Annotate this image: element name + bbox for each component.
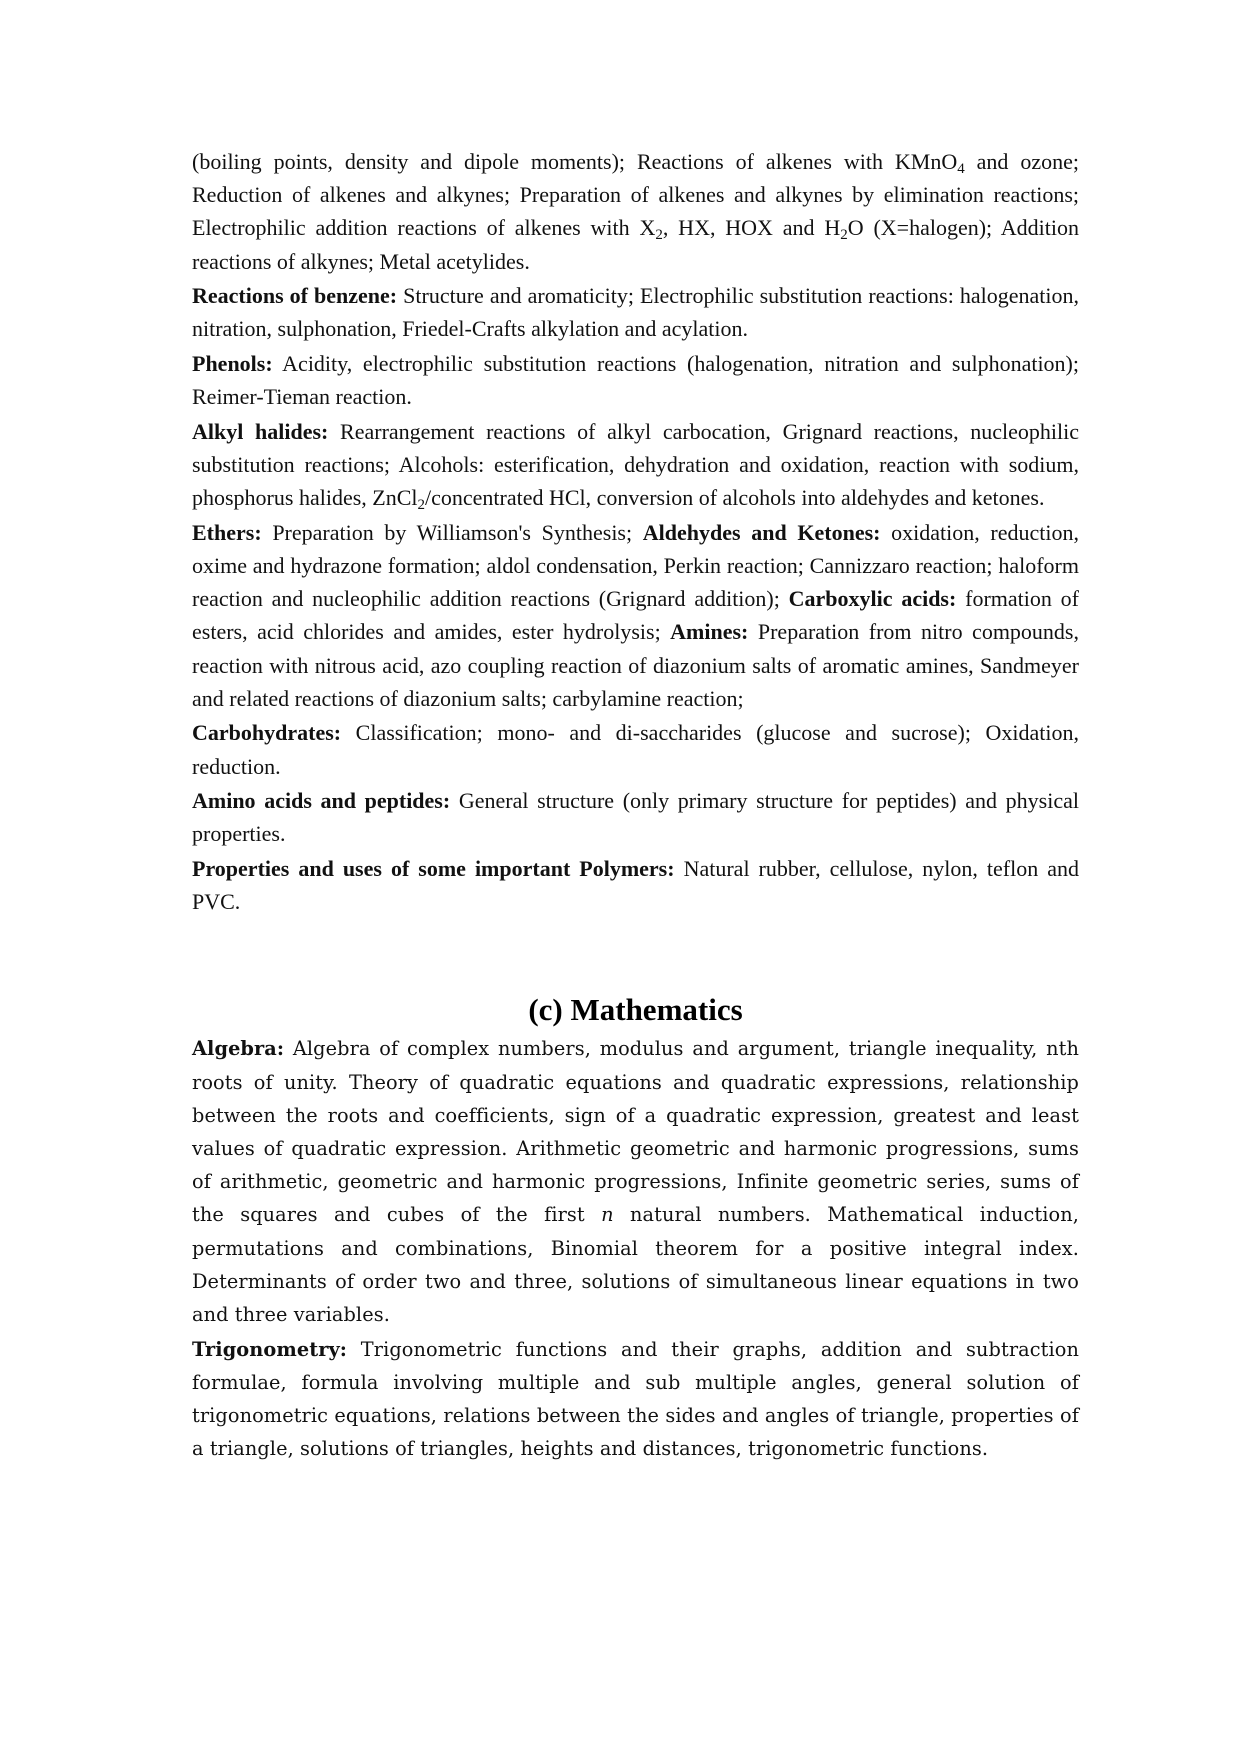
paragraph-text: oxidation, reduction, oxime and hydrazone formation; aldol condensation, Perkin reaction; Cannizzaro reaction; haloform reaction and nucleophilic addition reactions (Grignard addition);	[192, 519, 1080, 612]
topic-heading: Carbohydrates:	[192, 720, 342, 746]
carbohydrates-paragraph	[192, 716, 1079, 782]
topic-heading: Algebra:	[192, 1037, 285, 1061]
paragraph-text: natural numbers. Mathematical induction, permutations and combinations, Binomial theorem for a positive integral index. Determinants of order two and three, solutions of simultaneous linear equations in two and three variables.	[192, 1203, 1079, 1327]
phenols-paragraph	[192, 347, 1079, 413]
trigonometry-paragraph	[192, 1333, 1079, 1466]
amino-acids-paragraph	[192, 784, 1079, 850]
paragraph-text: Preparation from nitro compounds, reaction with nitrous acid, azo coupling reaction of diazonium salts of aromatic amines, Sandmeyer and related reactions of diazonium salts; carbylamine reaction;	[192, 619, 1079, 711]
ethers-aldehydes-amines-paragraph	[192, 516, 1079, 715]
algebra-paragraph	[192, 1032, 1079, 1331]
topic-heading: Carboxylic acids:	[788, 586, 957, 612]
topic-heading: Amino acids and peptides:	[192, 788, 451, 814]
paragraph-text: Trigonometric functions and their graphs, addition and subtraction formulae, formula involving multiple and sub multiple angles, general solution of trigonometric equations, relations between the sides and angles of triangle, properties of a triangle, solutions of triangles, heights and distances, trigonometric functions.	[192, 1337, 1079, 1461]
alkenes-alkynes-paragraph	[192, 145, 1079, 278]
topic-heading: Aldehydes and Ketones:	[642, 519, 881, 545]
paragraph-text: Rearrangement reactions of alkyl carbocation, Grignard reactions, nucleophilic substitution reactions; Alcohols: esterification, dehydration and oxidation, reaction with sodium, phosphorus halides, ZnCl	[192, 418, 1079, 511]
paragraph-text: , HX, HOX and H	[662, 215, 841, 241]
paragraph-text: (boiling points, density and dipole moments); Reactions of alkenes with KMnO	[192, 149, 958, 174]
subscript: 4	[957, 161, 965, 177]
subscript: 2	[840, 227, 848, 244]
paragraph-text: Natural rubber, cellulose, nylon, teflon and PVC.	[192, 856, 1080, 915]
topic-heading: Alkyl halides:	[192, 418, 329, 444]
paragraph-text: General structure (only primary structure for peptides) and physical properties.	[192, 788, 1079, 847]
topic-heading: Phenols:	[192, 351, 273, 376]
topic-heading: Amines:	[670, 619, 749, 645]
paragraph-text: Acidity, electrophilic substitution reactions (halogenation, nitration and sulphonation); Reimer-Tieman reaction.	[192, 351, 1079, 410]
math-variable: n	[601, 1203, 614, 1227]
alkyl-halides-paragraph	[192, 415, 1079, 515]
paragraph-text: and ozone; Reduction of alkenes and alkynes; Preparation of alkenes and alkynes by elimination reactions; Electrophilic addition reactions of alkenes with X	[192, 149, 1079, 241]
paragraph-text: Classification; mono- and di-saccharides (glucose and sucrose); Oxidation, reduction.	[192, 720, 1079, 779]
topic-heading: Reactions of benzene:	[192, 283, 398, 309]
paragraph-text: Structure and aromaticity; Electrophilic substitution reactions: halogenation, nitration, sulphonation, Friedel-Crafts alkylation and acylation.	[192, 283, 1080, 342]
polymers-paragraph	[192, 852, 1079, 918]
subscript: 2	[655, 227, 663, 244]
paragraph-text: O (X=halogen); Addition reactions of alkynes; Metal acetylides.	[192, 215, 1079, 274]
benzene-paragraph	[192, 279, 1079, 345]
topic-heading: Ethers:	[192, 519, 262, 545]
paragraph-text: formation of esters, acid chlorides and amides, ester hydrolysis;	[192, 586, 1079, 645]
document-page	[192, 145, 1079, 1467]
topic-heading: Trigonometry:	[192, 1337, 348, 1361]
subscript: 2	[417, 497, 425, 514]
paragraph-text: /concentrated HCl, conversion of alcohols into aldehydes and ketones.	[425, 485, 1045, 511]
mathematics-section-title: (c) Mathematics	[528, 992, 743, 1028]
paragraph-text: Preparation by Williamson's Synthesis;	[261, 519, 643, 545]
topic-heading: Properties and uses of some important Polymers:	[192, 856, 675, 881]
paragraph-text: Algebra of complex numbers, modulus and argument, triangle inequality, nth roots of unity. Theory of quadratic equations and quadratic expressions, relationship between the roots and coefficients, sign of a quadratic expression, greatest and least values of quadratic expression. Arithmetic geometric and harmonic progressions, sums of arithmetic, geometric and harmonic progressions, Infinite geometric series, sums of the squares and cubes of the first	[192, 1037, 1079, 1227]
